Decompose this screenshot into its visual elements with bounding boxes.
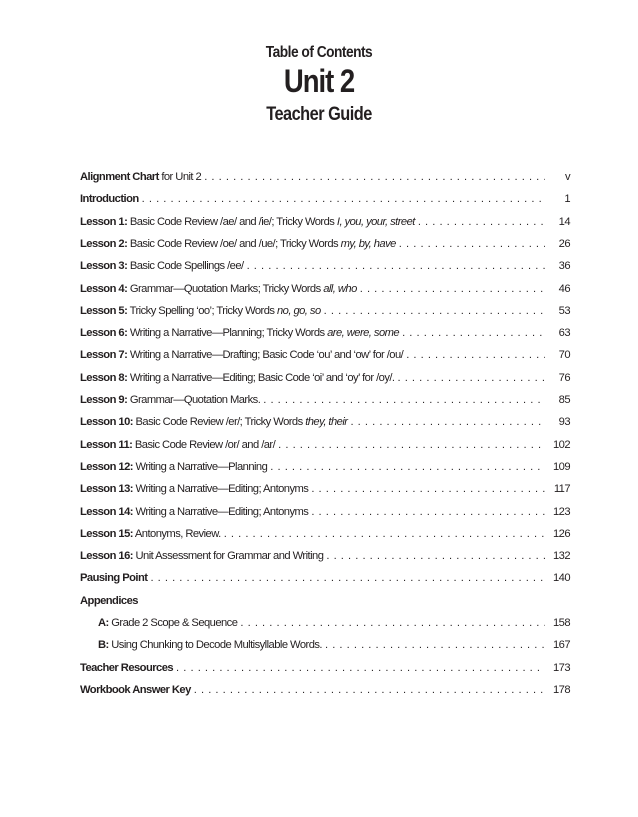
page-number: 76: [558, 371, 570, 384]
toc-entry-label: [80, 439, 275, 451]
dot-leader: [360, 283, 545, 295]
toc-entry-description: for Unit 2: [158, 171, 202, 183]
toc-entry-tricky-words: are, were, some: [327, 327, 400, 340]
toc-entry-title: Lesson 13:: [80, 483, 133, 496]
dot-leader: [204, 171, 545, 183]
header: [0, 44, 638, 126]
page-number: 93: [558, 416, 570, 429]
toc-entry-label: [80, 506, 308, 518]
toc-entry-title: Lesson 16:: [80, 550, 133, 563]
toc-entry-title: Lesson 10:: [80, 416, 133, 429]
toc-entry-description: Basic Code Review /ae/ and /ie/; Tricky Words: [127, 215, 337, 228]
dot-leader: [325, 639, 545, 651]
toc-entry: [80, 394, 570, 411]
dot-leader: [247, 260, 545, 272]
dot-leader: [278, 439, 545, 451]
page-number: v: [564, 171, 570, 183]
toc-entry-title: Teacher Resources: [80, 661, 174, 674]
toc-entry-label: [80, 461, 267, 473]
toc-entry: [80, 439, 570, 456]
dot-leader: [418, 216, 545, 228]
toc-entry-description: Basic Code Spellings /ee/: [127, 260, 244, 273]
toc-entry-description: Writing a Narrative—Planning; Tricky Words: [127, 327, 328, 340]
toc-entry-description: Writing a Narrative—Editing; Basic Code ‘oi’ and ‘oy’ for /oy/.: [127, 371, 395, 384]
page-number: 36: [558, 260, 570, 273]
dot-leader: [150, 572, 545, 584]
dot-leader: [194, 684, 545, 696]
toc-entry: [80, 283, 570, 300]
page-number: 178: [552, 683, 570, 696]
page-number: 132: [552, 550, 570, 563]
page-number: 173: [552, 661, 570, 674]
dot-leader: [270, 461, 545, 473]
dot-leader: [350, 416, 545, 428]
dot-leader: [224, 528, 545, 540]
toc-entry-title: Lesson 11:: [80, 438, 133, 451]
page-number: 26: [558, 237, 570, 250]
dot-leader: [402, 327, 545, 339]
toc-entry-label: [80, 193, 139, 205]
toc-entry-title: Lesson 8:: [80, 371, 128, 384]
toc-entry-label: [80, 305, 321, 317]
toc-entry-description: Using Chunking to Decode Multisyllable Words.: [108, 639, 322, 652]
toc-entry: [80, 171, 570, 188]
toc-entry: [80, 572, 570, 589]
dot-leader: [311, 483, 545, 495]
page-number: 126: [552, 527, 570, 540]
toc-entry-title: Lesson 12:: [80, 460, 133, 473]
page-number: 70: [558, 349, 570, 362]
toc-entry-tricky-words: all, who: [323, 282, 357, 295]
page-number: 158: [552, 617, 570, 629]
toc-entry: [80, 305, 570, 322]
toc-entry-title: Introduction: [80, 193, 139, 206]
toc-entry: [80, 349, 570, 366]
toc-entry: [98, 639, 570, 656]
toc-entry: [80, 216, 570, 233]
toc-entry-tricky-words: they, their: [305, 416, 348, 429]
dot-leader: [399, 238, 545, 250]
toc-entry: [80, 416, 570, 433]
page-number: 85: [558, 394, 570, 406]
toc-entry-title: A:: [98, 617, 109, 629]
toc-entry: [80, 483, 570, 500]
toc-entry: [80, 461, 570, 478]
toc-entry-tricky-words: no, go, so: [277, 304, 321, 317]
toc-entry-label: [80, 572, 147, 584]
dot-leader: [311, 506, 545, 518]
toc-entry-title: Lesson 14:: [80, 505, 133, 518]
toc-entry: [80, 550, 570, 567]
toc-title: Table of Contents: [265, 44, 373, 61]
dot-leader: [326, 550, 545, 562]
toc-entry: [80, 372, 570, 389]
toc-entry-label: [80, 662, 173, 674]
page-number: 46: [558, 282, 570, 295]
page-number: 123: [552, 505, 570, 518]
toc-entry-title: Lesson 2:: [80, 237, 128, 250]
dot-leader: [397, 372, 545, 384]
toc-entry-title: Lesson 5:: [80, 304, 128, 317]
toc-entry-description: Grade 2 Scope & Sequence: [108, 617, 238, 629]
unit-title: Unit 2: [283, 63, 355, 99]
toc-entry-label: [80, 550, 323, 562]
toc-entry-title: Alignment Chart: [80, 171, 159, 183]
toc-entry-description: Basic Code Review /or/ and /ar/: [132, 438, 276, 451]
toc-entry-description: Tricky Spelling ‘oo’; Tricky Words: [127, 304, 277, 317]
toc-entry: [80, 684, 570, 701]
toc-entry-title: Lesson 9:: [80, 394, 128, 406]
page-number: 53: [558, 304, 570, 317]
toc-entry: [98, 617, 570, 634]
toc-entry-label: [80, 327, 399, 339]
toc-entry-description: Writing a Narrative—Drafting; Basic Code ‘ou’ and ‘ow’ for /ou/: [127, 349, 404, 362]
dot-leader: [406, 349, 545, 361]
toc-entry-description: Writing a Narrative—Editing; Antonyms: [132, 483, 309, 496]
toc-entry: [80, 260, 570, 277]
page-number: 1: [564, 193, 570, 206]
toc-entry-label: [80, 171, 201, 183]
toc-entry-label: [80, 238, 396, 250]
toc-entry-label: [80, 349, 403, 361]
toc-entry-title: Lesson 6:: [80, 327, 128, 340]
toc-entry-description: Basic Code Review /er/; Tricky Words: [132, 416, 306, 429]
toc-entry-label: [80, 684, 191, 696]
dot-leader: [176, 662, 545, 674]
toc-entry-label: [80, 216, 415, 228]
toc-entry: [80, 238, 570, 255]
toc-entry-title: Lesson 1:: [80, 215, 128, 228]
toc-entry: [80, 327, 570, 344]
toc-entry-label: [80, 372, 394, 384]
toc-entry-description: Writing a Narrative—Planning: [132, 460, 268, 473]
dot-leader: [142, 193, 545, 205]
toc-entry-description: Antonyms, Review.: [132, 527, 221, 540]
toc-entry: [80, 662, 570, 679]
toc-entry-tricky-words: I, you, your, street: [336, 215, 415, 228]
toc-entry-label: [80, 528, 221, 540]
appendices-heading: Appendices: [80, 594, 138, 607]
toc-entry: [80, 528, 570, 545]
dot-leader: [263, 394, 545, 406]
toc-entry-title: Lesson 3:: [80, 260, 128, 273]
toc-entry-description: Writing a Narrative—Editing; Antonyms: [132, 505, 309, 518]
page-number: 14: [558, 215, 570, 228]
toc-entry-description: Unit Assessment for Grammar and Writing: [132, 550, 324, 563]
toc-entry-title: Lesson 4:: [80, 282, 128, 295]
page-number: 102: [552, 438, 570, 451]
page-number: 63: [558, 327, 570, 340]
toc-entry-label: [98, 617, 237, 629]
toc-entry-title: Lesson 7:: [80, 349, 128, 362]
toc-entry-title: Workbook Answer Key: [80, 683, 191, 696]
toc-entry-label: [80, 260, 244, 272]
toc-entry-title: B:: [98, 639, 109, 652]
page-number: 109: [552, 460, 570, 473]
dot-leader: [324, 305, 545, 317]
toc-entry-description: Basic Code Review /oe/ and /ue/; Tricky Words: [127, 237, 341, 250]
page-number: 167: [552, 639, 570, 652]
page-number: 140: [552, 572, 570, 585]
guide-title: Teacher Guide: [266, 104, 372, 125]
toc-entry-tricky-words: my, by, have: [340, 237, 396, 250]
toc-entry-description: Grammar—Quotation Marks.: [127, 394, 261, 406]
toc-entry-description: Grammar—Quotation Marks; Tricky Words: [127, 282, 324, 295]
toc-entry-label: [80, 416, 347, 428]
toc-entry-label: [80, 483, 308, 495]
toc-entry-label: [98, 639, 322, 651]
dot-leader: [240, 617, 545, 629]
toc-entry: [80, 193, 570, 210]
toc-entry: [80, 506, 570, 523]
toc-entry-label: [80, 394, 260, 406]
toc-entry-title: Pausing Point: [80, 572, 148, 585]
toc-entry-title: Lesson 15:: [80, 527, 133, 540]
page-number: 117: [553, 483, 570, 496]
toc-entry-label: [80, 283, 357, 295]
